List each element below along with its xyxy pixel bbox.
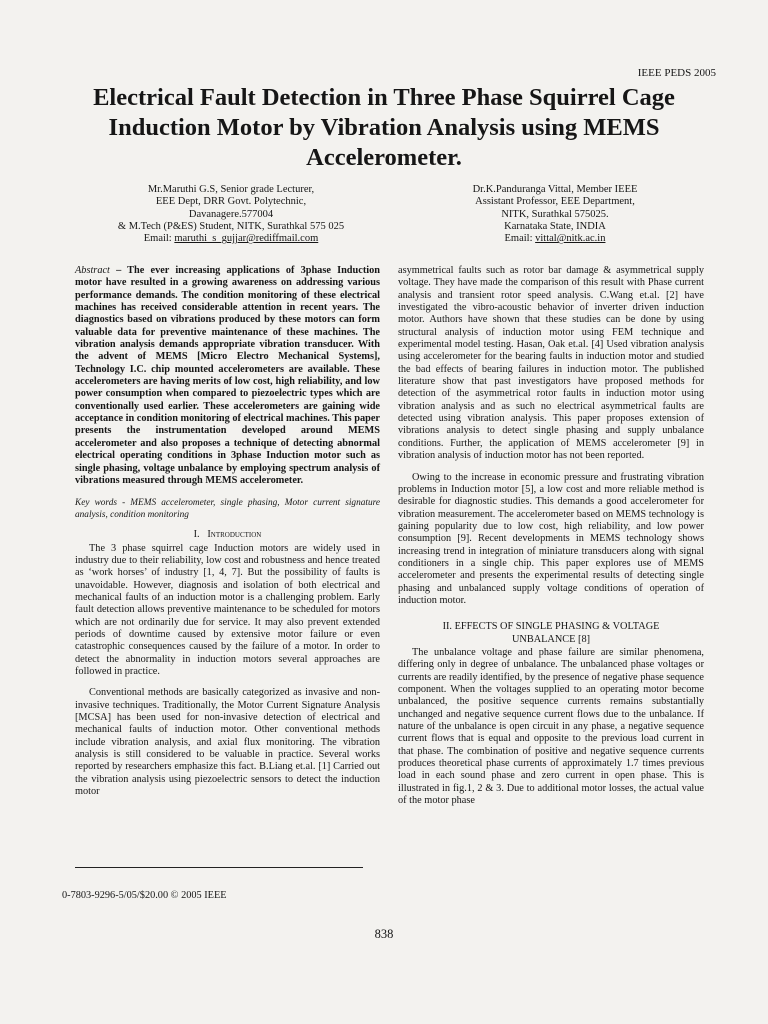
- author-line: EEE Dept, DRR Govt. Polytechnic,: [155, 196, 307, 208]
- paragraph: asymmetrical faults such as rotor bar damage & asymmetrical supply voltage. They have made the comparison of this result with Phase current analysis and transient rotor speed analysis. C.Wang et.al. [2] have investigated the vibro-acoustic behavior of inverter driven induction motor. Authors have shown that these studies can be done by using structural analysis of induction motor using FEM technique and experimental model testing. Hasan, Oak et.al. [4] Used vibration analysis using accelerometer for the bearing faults in induction motor and studied the bad effects of bearing failures in induction motor. The published literature show that past investigators have proposed methods for detection of the asymmetrical rotor faults in induction motor using vibration analysis and as such no electrical asymmetrical faults are detected using vibration analysis. This paper proposes extension of vibrations analysis to detect single phasing and supply unbalance conditions. Further, the application of MEMS accelerometer [9] in vibration analysis of induction motor has not been reported.: [398, 265, 704, 462]
- right-column: [398, 265, 704, 807]
- left-column: [75, 265, 380, 798]
- author-block-left: [70, 184, 392, 245]
- author-email-line: [400, 233, 710, 245]
- paragraph: The unbalance voltage and phase failure are similar phenomena, differing only in degree of unbalance. The unbalanced phase voltages or currents are readily identified, by the presence of negative phase sequence component. When the voltages supplied to an operating motor become unbalanced, the positive sequence currents remains substantially unchanged and negative sequence current flows due to the unbalance. If nature of the unbalance is open circuit in any phase, a negative sequence current flows that is equal and opposite to the previous load current in that phase. The combination of positive and negative sequence currents produces theoretical phase currents of approximately 1.7 times previous load in each sound phase and zero current in open phase. This is illustrated in fig.1, 2 & 3. Due to additional motor losses, the actual value of the motor phase: [398, 646, 704, 807]
- email-label: Email:: [143, 233, 172, 245]
- author-line: & M.Tech (P&ES) Student, NITK, Surathkal 575 025: [117, 220, 345, 232]
- section-number: I.: [193, 529, 200, 541]
- paragraph: Owing to the increase in economic pressure and frustrating vibration problems in Induction motor [5], a low cost and more reliable method is desirable for diagnostic studies. This demands a good accelerometer for vibration measurement. The accelerometer based on MEMS technology is gaining popularity due to low cost, high reliability, and low power consumption [9]. Recent developments in MEMS technology shows increasing trend in integration of miniature transducers along with signal conditioners in a single chip. This paper explores use of MEMS accelerometer and presents the experimental results of detecting single phasing and unbalanced supply voltage conditions of operation of induction motor.: [398, 471, 704, 606]
- author-line: NITK, Surathkal 575025.: [501, 208, 609, 220]
- paragraph: Conventional methods are basically categorized as invasive and non-invasive techniques. Traditionally, the Motor Current Signature Analysis [MCSA] has been used for non-invasive detection of electrical and mechanical faults of induction motor. Other conventional methods include vibration analysis, and axial flux monitoring. The vibration analysis is still considered to be valuable in practice. Several works reported by researchers emphasize this fact. B.Liang et.al. [1] Carried out the vibration analysis using piezoelectric sensors to detect the induction motor: [75, 687, 380, 798]
- section-heading-introduction: [75, 529, 380, 541]
- abstract-text: – The ever increasing applications of 3phase Induction motor have resulted in a growing awareness on addressing various performance demands. The condition monitoring of these electrical machines has received considerable attention in recent years. The diagnostics based on vibrations produced by these motors can form valuable data for preventive maintenance of these machines. The vibration analysis demands appropriate vibration transducer. With the advent of MEMS [Micro Electro Mechanical Systems], Technology I.C. chip mounted accelerometers are available. These accelerometers are having merits of low cost, high reliability, and low power consumption when compared to piezoelectric types which are conventionally used earlier. These accelerometers are gaining wide acceptance in condition monitoring of electrical machines. This paper presents the instrumentation developed around MEMS accelerometer and also proposes a technique of detecting abnormal electrical operating conditions in 3phase Induction motor such as single phasing, voltage unbalance by employing spectrum analysis of vibrations measured through MEMS accelerometer.: [75, 265, 380, 486]
- section-title: Introduction: [207, 529, 262, 541]
- abstract: [75, 265, 380, 487]
- author-line: Mr.Maruthi G.S, Senior grade Lecturer,: [147, 184, 315, 195]
- section-heading-line: II. EFFECTS OF SINGLE PHASING & VOLTAGE: [442, 621, 660, 633]
- email-link[interactable]: vittal@nitk.ac.in: [535, 233, 606, 245]
- page-number: 838: [374, 927, 394, 941]
- email-label: Email:: [504, 233, 533, 245]
- section-heading-line: UNBALANCE [8]: [511, 633, 591, 645]
- footnote-rule: [75, 867, 363, 868]
- keywords: Key words - MEMS accelerometer, single phasing, Motor current signature analysis, condition monitoring: [75, 498, 380, 520]
- author-line: Davanagere.577004: [188, 208, 274, 220]
- author-block-right: [400, 184, 710, 245]
- copyright-footer: 0-7803-9296-5/05/$20.00 © 2005 IEEE: [62, 890, 227, 901]
- paper-title: Electrical Fault Detection in Three Phase Squirrel Cage Induction Motor by Vibration Analysis using MEMS Accelerometer.: [93, 84, 675, 171]
- abstract-label: Abstract: [75, 265, 110, 276]
- author-line: Karnataka State, INDIA: [504, 220, 606, 232]
- email-link[interactable]: maruthi_s_gujjar@rediffmail.com: [174, 233, 319, 245]
- section-heading-effects: [398, 621, 704, 646]
- author-line: Assistant Professor, EEE Department,: [475, 196, 635, 208]
- paragraph: The 3 phase squirrel cage Induction motors are widely used in industry due to their reliability, low cost and robustness and hence treated as ‘work horses’ of industry [1, 4, 7]. But the possibility of faults is unavoidable. However, diagnosis and isolation of both electrical and mechanical faults of an induction motor is a challenging problem. Early fault detection allows preventive maintenance to be scheduled for motors which are not ordinarily due for service. It may also prevent extended periods of downtime caused by extensive motor failure or even catastrophic consequences caused by the failure of a motor. In order to detect the abnormality in induction motors several approaches are followed in practice.: [75, 542, 380, 677]
- author-line: Dr.K.Panduranga Vittal, Member IEEE: [472, 184, 638, 195]
- author-email-line: [70, 233, 392, 245]
- conference-label: IEEE PEDS 2005: [637, 67, 716, 79]
